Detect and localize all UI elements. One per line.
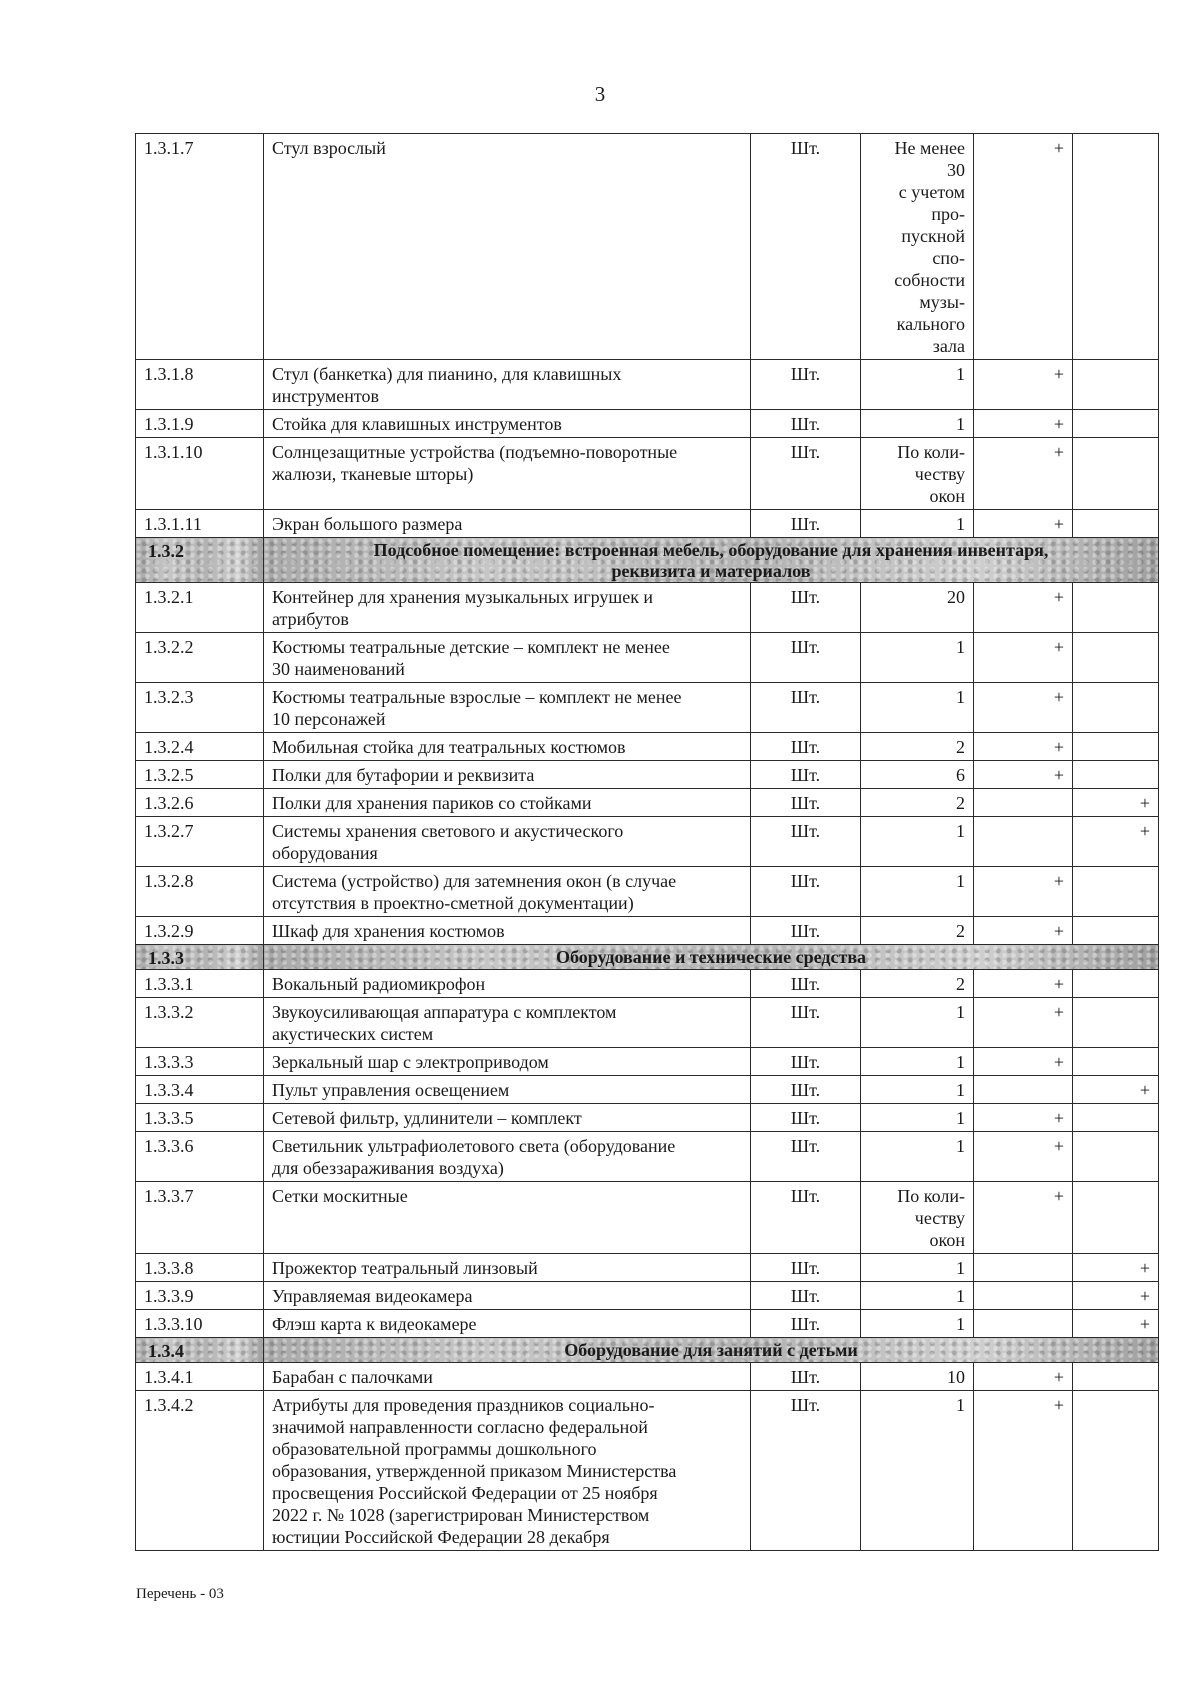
mark-column-2	[1073, 633, 1159, 683]
item-code: 1.3.3.3	[136, 1048, 264, 1076]
item-unit: Шт.	[751, 438, 861, 510]
item-quantity-line: честву	[914, 464, 965, 484]
item-code: 1.3.2.6	[136, 789, 264, 817]
item-code: 1.3.2.2	[136, 633, 264, 683]
item-quantity	[861, 1391, 974, 1551]
table-row	[136, 410, 1159, 438]
item-name	[264, 733, 751, 761]
table-row	[136, 998, 1159, 1048]
equipment-table	[135, 133, 1159, 1551]
item-name-line: Сетевой фильтр, удлинители – комплект	[272, 1108, 582, 1128]
item-name-line: Стул (банкетка) для пианино, для клавишных	[272, 364, 622, 384]
mark-column-2	[1073, 583, 1159, 633]
mark-column-1	[974, 1076, 1073, 1104]
item-quantity-line: кального	[896, 314, 965, 334]
mark-column-1: +	[974, 917, 1073, 945]
section-header-row	[136, 538, 1159, 583]
table-row	[136, 134, 1159, 360]
mark-column-2	[1073, 683, 1159, 733]
item-name-line: 2022 г. № 1028 (зарегистрирован Министерством	[272, 1505, 650, 1525]
table-row	[136, 1048, 1159, 1076]
mark-column-1: +	[974, 683, 1073, 733]
item-unit: Шт.	[751, 1363, 861, 1391]
mark-column-2	[1073, 1182, 1159, 1254]
item-code: 1.3.3.7	[136, 1182, 264, 1254]
mark-column-1: +	[974, 583, 1073, 633]
mark-column-2: +	[1073, 1254, 1159, 1282]
item-unit: Шт.	[751, 1076, 861, 1104]
item-name-line: Вокальный радиомикрофон	[272, 974, 486, 994]
item-unit: Шт.	[751, 1391, 861, 1551]
section-code: 1.3.3	[136, 945, 264, 970]
item-name	[264, 761, 751, 789]
item-code: 1.3.2.8	[136, 867, 264, 917]
mark-column-1	[974, 1282, 1073, 1310]
mark-column-2: +	[1073, 1310, 1159, 1338]
item-quantity-line: зала	[932, 336, 965, 356]
mark-column-2: +	[1073, 1282, 1159, 1310]
item-name-line: Стул взрослый	[272, 138, 386, 158]
item-quantity-line: пускной	[901, 226, 965, 246]
item-name-line: инструментов	[272, 386, 380, 406]
item-quantity-line: 1	[956, 871, 965, 891]
mark-column-1: +	[974, 1391, 1073, 1551]
item-name-line: Системы хранения светового и акустического	[272, 821, 624, 841]
item-name-line: значимой направленности согласно федеральной	[272, 1417, 648, 1437]
item-name	[264, 1391, 751, 1551]
mark-column-2	[1073, 1363, 1159, 1391]
item-quantity-line: 1	[956, 1052, 965, 1072]
item-quantity-line: 2	[956, 974, 965, 994]
item-unit: Шт.	[751, 761, 861, 789]
item-code: 1.3.1.9	[136, 410, 264, 438]
item-name-line: Контейнер для хранения музыкальных игрушек и	[272, 587, 654, 607]
item-name-line: Атрибуты для проведения праздников социально-	[272, 1395, 655, 1415]
item-code: 1.3.4.2	[136, 1391, 264, 1551]
item-name	[264, 789, 751, 817]
item-unit: Шт.	[751, 1254, 861, 1282]
section-title-line: Подсобное помещение: встроенная мебель, оборудование для хранения инвентаря,	[373, 540, 1049, 560]
item-name	[264, 1104, 751, 1132]
item-unit: Шт.	[751, 917, 861, 945]
item-quantity	[861, 789, 974, 817]
item-name-line: Барабан с палочками	[272, 1367, 433, 1387]
item-quantity-line: 2	[956, 921, 965, 941]
item-code: 1.3.1.7	[136, 134, 264, 360]
item-name-line: образования, утвержденной приказом Министерства	[272, 1461, 677, 1481]
table-row	[136, 1182, 1159, 1254]
mark-column-2	[1073, 733, 1159, 761]
item-code: 1.3.1.10	[136, 438, 264, 510]
mark-column-2: +	[1073, 817, 1159, 867]
item-name-line: Шкаф для хранения костюмов	[272, 921, 505, 941]
item-name	[264, 438, 751, 510]
item-name	[264, 1182, 751, 1254]
table-row	[136, 867, 1159, 917]
item-name-line: 30 наименований	[272, 659, 405, 679]
item-quantity	[861, 510, 974, 538]
item-quantity	[861, 1076, 974, 1104]
item-quantity-line: По коли-	[897, 1186, 965, 1206]
item-name-line: Сетки москитные	[272, 1186, 408, 1206]
item-code: 1.3.3.2	[136, 998, 264, 1048]
item-quantity-line: 1	[956, 1080, 965, 1100]
mark-column-1: +	[974, 1132, 1073, 1182]
item-quantity-line: честву	[914, 1208, 965, 1228]
section-title	[264, 538, 1159, 583]
item-name-line: акустических систем	[272, 1024, 434, 1044]
item-name-line: Костюмы театральные детские – комплект не менее	[272, 637, 670, 657]
item-unit: Шт.	[751, 867, 861, 917]
item-name	[264, 633, 751, 683]
item-unit: Шт.	[751, 510, 861, 538]
item-name-line: Прожектор театральный линзовый	[272, 1258, 538, 1278]
item-quantity-line: собности	[894, 270, 965, 290]
mark-column-2	[1073, 867, 1159, 917]
item-quantity-line: 1	[956, 1136, 965, 1156]
item-unit: Шт.	[751, 633, 861, 683]
section-title	[264, 945, 1159, 970]
item-quantity-line: 6	[956, 765, 965, 785]
mark-column-2	[1073, 134, 1159, 360]
mark-column-1: +	[974, 1048, 1073, 1076]
mark-column-2	[1073, 970, 1159, 998]
item-quantity-line: 1	[956, 1395, 965, 1415]
mark-column-1	[974, 1310, 1073, 1338]
item-code: 1.3.1.8	[136, 360, 264, 410]
item-quantity-line: 1	[956, 1258, 965, 1278]
table-row	[136, 789, 1159, 817]
item-name-line: Солнцезащитные устройства (подъемно-поворотные	[272, 442, 678, 462]
item-quantity	[861, 998, 974, 1048]
item-quantity	[861, 970, 974, 998]
page-footer: Перечень - 03	[136, 1586, 224, 1602]
item-quantity-line: 1	[956, 1002, 965, 1022]
item-name	[264, 917, 751, 945]
item-name	[264, 1076, 751, 1104]
item-unit: Шт.	[751, 1048, 861, 1076]
mark-column-2: +	[1073, 1076, 1159, 1104]
mark-column-2	[1073, 1132, 1159, 1182]
item-quantity	[861, 583, 974, 633]
mark-column-1: +	[974, 733, 1073, 761]
item-name-line: Стойка для клавишных инструментов	[272, 414, 562, 434]
item-name-line: Зеркальный шар с электроприводом	[272, 1052, 549, 1072]
mark-column-1: +	[974, 867, 1073, 917]
item-unit: Шт.	[751, 1132, 861, 1182]
table-row	[136, 1310, 1159, 1338]
item-quantity	[861, 1104, 974, 1132]
item-name-line: просвещения Российской Федерации от 25 ноября	[272, 1483, 658, 1503]
table-row	[136, 970, 1159, 998]
item-quantity-line: 1	[956, 1286, 965, 1306]
item-name	[264, 360, 751, 410]
mark-column-2: +	[1073, 789, 1159, 817]
item-quantity	[861, 867, 974, 917]
item-quantity-line: 30	[947, 160, 965, 180]
section-title	[264, 1338, 1159, 1363]
item-code: 1.3.3.4	[136, 1076, 264, 1104]
mark-column-1: +	[974, 761, 1073, 789]
item-name-line: Костюмы театральные взрослые – комплект не менее	[272, 687, 682, 707]
item-code: 1.3.3.5	[136, 1104, 264, 1132]
item-quantity-line: Не менее	[894, 138, 965, 158]
item-unit: Шт.	[751, 360, 861, 410]
item-name	[264, 410, 751, 438]
mark-column-1: +	[974, 134, 1073, 360]
item-quantity-line: 2	[956, 793, 965, 813]
item-name-line: атрибутов	[272, 609, 349, 629]
table-row	[136, 438, 1159, 510]
item-name	[264, 1132, 751, 1182]
item-quantity	[861, 1254, 974, 1282]
mark-column-2	[1073, 438, 1159, 510]
item-quantity	[861, 1132, 974, 1182]
item-quantity-line: 1	[956, 514, 965, 534]
table-row	[136, 733, 1159, 761]
item-quantity-line: музы-	[919, 292, 965, 312]
item-quantity	[861, 683, 974, 733]
table-row	[136, 917, 1159, 945]
item-quantity-line: окон	[929, 1230, 965, 1250]
mark-column-2	[1073, 998, 1159, 1048]
item-unit: Шт.	[751, 683, 861, 733]
table-row	[136, 761, 1159, 789]
item-name-line: юстиции Российской Федерации 28 декабря	[272, 1527, 610, 1547]
mark-column-2	[1073, 917, 1159, 945]
item-name	[264, 998, 751, 1048]
item-name-line: Экран большого размера	[272, 514, 463, 534]
item-quantity-line: 1	[956, 1314, 965, 1334]
mark-column-2	[1073, 1048, 1159, 1076]
item-quantity	[861, 733, 974, 761]
item-quantity-line: с учетом	[898, 182, 965, 202]
item-unit: Шт.	[751, 1182, 861, 1254]
item-name-line: Мобильная стойка для театральных костюмов	[272, 737, 626, 757]
item-name	[264, 134, 751, 360]
table-row	[136, 1132, 1159, 1182]
item-code: 1.3.2.4	[136, 733, 264, 761]
item-name-line: жалюзи, тканевые шторы)	[272, 464, 474, 484]
item-name-line: образовательной программы дошкольного	[272, 1439, 597, 1459]
item-name	[264, 583, 751, 633]
mark-column-2	[1073, 761, 1159, 789]
item-quantity	[861, 360, 974, 410]
table-row	[136, 510, 1159, 538]
item-code: 1.3.2.1	[136, 583, 264, 633]
item-code: 1.3.3.9	[136, 1282, 264, 1310]
item-code: 1.3.2.3	[136, 683, 264, 733]
table-row	[136, 583, 1159, 633]
item-name	[264, 1048, 751, 1076]
section-title-line: Оборудование для занятий с детьми	[564, 1340, 858, 1360]
mark-column-1	[974, 1254, 1073, 1282]
mark-column-1: +	[974, 438, 1073, 510]
item-quantity	[861, 817, 974, 867]
table-row	[136, 1104, 1159, 1132]
item-quantity	[861, 917, 974, 945]
item-unit: Шт.	[751, 1104, 861, 1132]
item-unit: Шт.	[751, 998, 861, 1048]
mark-column-1: +	[974, 633, 1073, 683]
item-unit: Шт.	[751, 1282, 861, 1310]
mark-column-1	[974, 817, 1073, 867]
item-name-line: оборудования	[272, 843, 378, 863]
item-quantity-line: 1	[956, 687, 965, 707]
item-name-line: 10 персонажей	[272, 709, 386, 729]
table-row	[136, 1363, 1159, 1391]
item-name-line: Флэш карта к видеокамере	[272, 1314, 477, 1334]
item-name	[264, 1282, 751, 1310]
item-code: 1.3.3.8	[136, 1254, 264, 1282]
item-quantity	[861, 1310, 974, 1338]
item-quantity	[861, 633, 974, 683]
item-name	[264, 683, 751, 733]
item-name	[264, 970, 751, 998]
table-row	[136, 817, 1159, 867]
item-unit: Шт.	[751, 733, 861, 761]
item-name	[264, 1310, 751, 1338]
item-name-line: Полки для бутафории и реквизита	[272, 765, 535, 785]
mark-column-1	[974, 789, 1073, 817]
section-title-line: реквизита и материалов	[611, 561, 811, 581]
item-code: 1.3.2.7	[136, 817, 264, 867]
item-code: 1.3.1.11	[136, 510, 264, 538]
mark-column-1: +	[974, 1104, 1073, 1132]
item-unit: Шт.	[751, 410, 861, 438]
item-quantity-line: 1	[956, 821, 965, 841]
mark-column-1: +	[974, 510, 1073, 538]
item-quantity	[861, 1363, 974, 1391]
item-quantity-line: 1	[956, 637, 965, 657]
item-name	[264, 817, 751, 867]
item-quantity-line: про-	[931, 204, 965, 224]
section-code: 1.3.4	[136, 1338, 264, 1363]
item-code: 1.3.2.9	[136, 917, 264, 945]
item-name	[264, 510, 751, 538]
section-header-row	[136, 945, 1159, 970]
item-unit: Шт.	[751, 134, 861, 360]
table-row	[136, 360, 1159, 410]
mark-column-1: +	[974, 360, 1073, 410]
item-name	[264, 1363, 751, 1391]
item-quantity	[861, 1048, 974, 1076]
page-number: 3	[594, 82, 606, 106]
item-code: 1.3.3.1	[136, 970, 264, 998]
item-name-line: Звукоусиливающая аппаратура с комплектом	[272, 1002, 617, 1022]
mark-column-1: +	[974, 1363, 1073, 1391]
item-quantity-line: 2	[956, 737, 965, 757]
item-quantity-line: По коли-	[897, 442, 965, 462]
item-unit: Шт.	[751, 817, 861, 867]
section-title-line: Оборудование и технические средства	[555, 947, 867, 967]
item-quantity-line: 1	[956, 414, 965, 434]
mark-column-1: +	[974, 998, 1073, 1048]
item-unit: Шт.	[751, 789, 861, 817]
item-quantity	[861, 410, 974, 438]
mark-column-2	[1073, 1391, 1159, 1551]
item-quantity-line: 20	[947, 587, 965, 607]
table-body	[136, 134, 1159, 1551]
section-code: 1.3.2	[136, 538, 264, 583]
table-row	[136, 1282, 1159, 1310]
item-quantity-line: 10	[947, 1367, 965, 1387]
table-row	[136, 1391, 1159, 1551]
item-quantity	[861, 134, 974, 360]
item-name-line: Пульт управления освещением	[272, 1080, 510, 1100]
item-quantity	[861, 438, 974, 510]
mark-column-1: +	[974, 1182, 1073, 1254]
item-unit: Шт.	[751, 970, 861, 998]
item-name	[264, 867, 751, 917]
mark-column-1: +	[974, 970, 1073, 998]
item-name-line: отсутствия в проектно-сметной документации)	[272, 893, 634, 913]
item-code: 1.3.3.6	[136, 1132, 264, 1182]
item-name	[264, 1254, 751, 1282]
item-code: 1.3.2.5	[136, 761, 264, 789]
item-code: 1.3.3.10	[136, 1310, 264, 1338]
table-row	[136, 683, 1159, 733]
table-row	[136, 633, 1159, 683]
item-name-line: для обеззараживания воздуха)	[272, 1158, 504, 1178]
item-name-line: Светильник ультрафиолетового света (оборудование	[272, 1136, 676, 1156]
item-quantity	[861, 1282, 974, 1310]
item-name-line: Система (устройство) для затемнения окон (в случае	[272, 871, 677, 891]
mark-column-2	[1073, 360, 1159, 410]
mark-column-2	[1073, 410, 1159, 438]
mark-column-1: +	[974, 410, 1073, 438]
item-code: 1.3.4.1	[136, 1363, 264, 1391]
item-unit: Шт.	[751, 583, 861, 633]
mark-column-2	[1073, 510, 1159, 538]
item-quantity	[861, 1182, 974, 1254]
item-quantity-line: спо-	[932, 248, 965, 268]
item-quantity	[861, 761, 974, 789]
item-quantity-line: 1	[956, 1108, 965, 1128]
section-header-row	[136, 1338, 1159, 1363]
mark-column-2	[1073, 1104, 1159, 1132]
table-row	[136, 1076, 1159, 1104]
item-unit: Шт.	[751, 1310, 861, 1338]
item-name-line: Полки для хранения париков со стойками	[272, 793, 592, 813]
item-quantity-line: окон	[929, 486, 965, 506]
table-row	[136, 1254, 1159, 1282]
item-name-line: Управляемая видеокамера	[272, 1286, 473, 1306]
item-quantity-line: 1	[956, 364, 965, 384]
